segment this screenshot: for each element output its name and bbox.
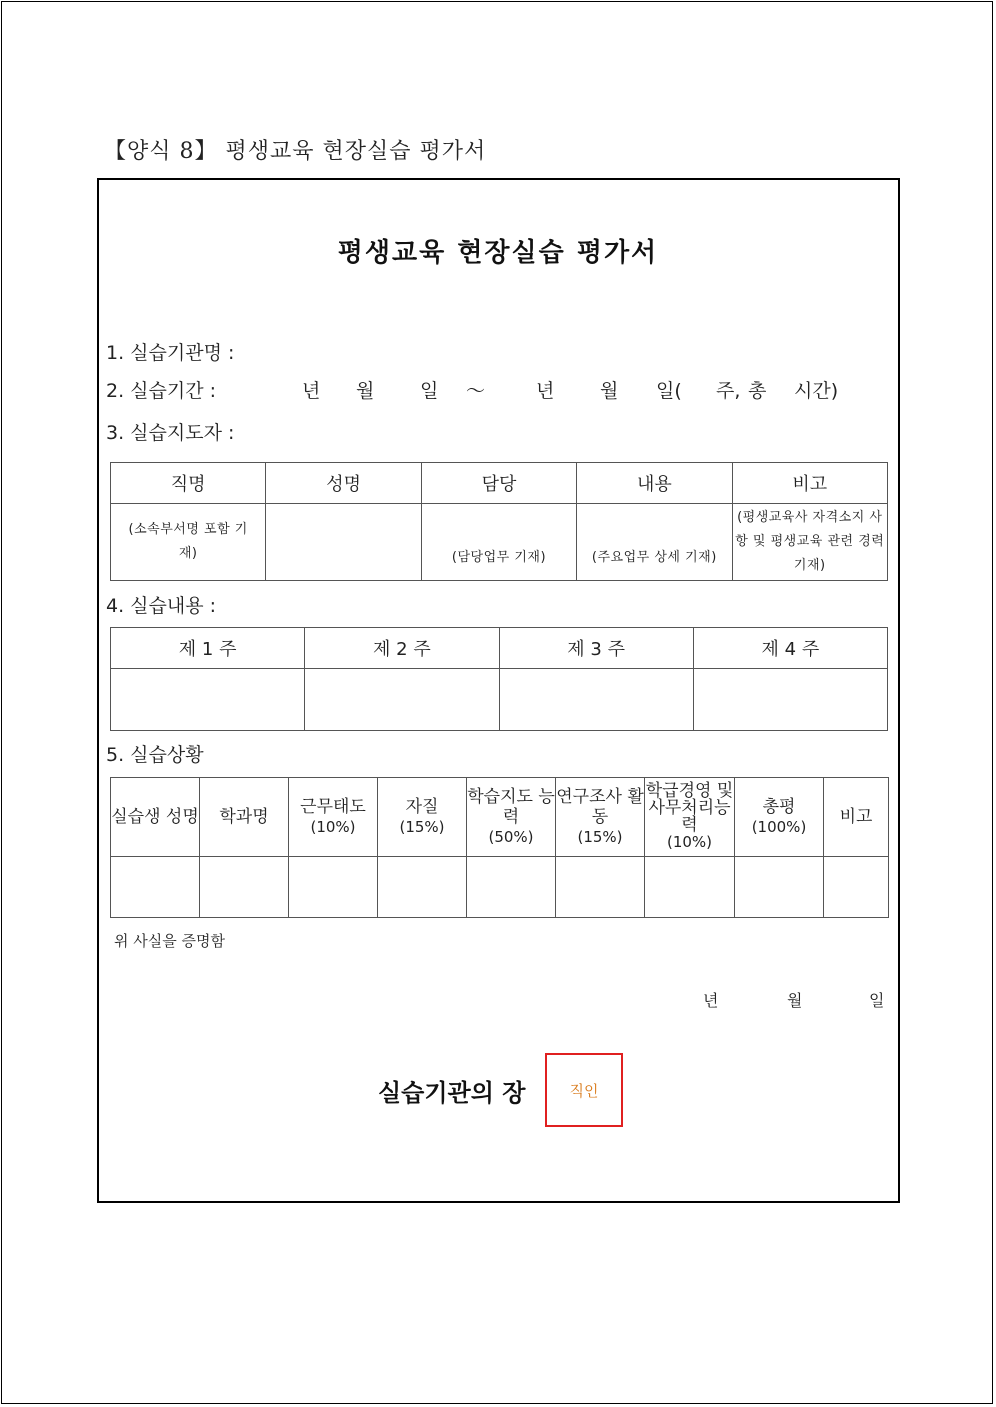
period-day-end: 일( — [656, 380, 682, 402]
week-header-3: 제 3 주 — [499, 628, 693, 669]
status-cell-management[interactable] — [645, 857, 735, 918]
period-tilde: ～ — [466, 380, 486, 402]
supervisor-header-content: 내용 — [577, 463, 732, 504]
status-header-research — [556, 778, 645, 857]
period-month-start: 월 — [356, 380, 375, 402]
week-header-2: 제 2 주 — [305, 628, 499, 669]
supervisor-cell-duty[interactable]: (담당업무 기재) — [421, 504, 576, 581]
status-header-quality — [378, 778, 467, 857]
date-year: 년 — [703, 991, 719, 1010]
institution-field: 1. 실습기관명 : — [106, 342, 235, 364]
status-header-teaching-pct: (50%) — [488, 828, 534, 846]
status-header-quality-label: 자질 — [405, 797, 439, 817]
status-cell-research[interactable] — [556, 857, 645, 918]
date-day: 일 — [869, 991, 885, 1010]
status-header-overall-pct: (100%) — [751, 818, 807, 836]
status-cell-student[interactable] — [111, 857, 200, 918]
form-label: 【양식 8】 평생교육 현장실습 평가서 — [104, 139, 487, 164]
supervisor-header-note: 비고 — [732, 463, 887, 504]
status-header-dept — [200, 778, 289, 857]
supervisor-table — [110, 462, 888, 581]
status-cell-dept[interactable] — [200, 857, 289, 918]
week-header-4: 제 4 주 — [693, 628, 887, 669]
status-header-research-pct: (15%) — [577, 828, 623, 846]
status-field: 5. 실습상황 — [106, 744, 204, 766]
status-header-management-label: 학급경영 및 사무처리능력 — [645, 781, 734, 835]
status-table — [110, 777, 889, 918]
period-year-start: 년 — [302, 380, 321, 402]
period-weeks: 주, — [716, 380, 741, 402]
seal-text: 직인 — [569, 1081, 599, 1100]
status-header-research-label: 연구조사 활동 — [556, 787, 644, 827]
status-header-quality-pct: (15%) — [399, 818, 445, 836]
status-header-management — [645, 778, 735, 857]
supervisor-field: 3. 실습지도자 : — [106, 422, 235, 444]
period-label: 2. 실습기간 : — [106, 380, 217, 402]
period-year-end: 년 — [536, 380, 555, 402]
status-header-overall — [735, 778, 824, 857]
status-cell-attitude[interactable] — [289, 857, 378, 918]
status-header-overall-label: 총평 — [762, 797, 796, 817]
status-cell-note[interactable] — [824, 857, 889, 918]
period-month-end: 월 — [600, 380, 619, 402]
supervisor-header-title: 직명 — [111, 463, 266, 504]
status-header-attitude — [289, 778, 378, 857]
status-header-teaching-label: 학습지도 능력 — [467, 787, 555, 827]
status-header-attitude-pct: (10%) — [310, 818, 356, 836]
status-header-note-label: 비고 — [839, 807, 873, 827]
supervisor-cell-title[interactable]: (소속부서명 포함 기재) — [111, 504, 266, 581]
status-header-attitude-label: 근무태도 — [300, 797, 366, 817]
supervisor-cell-name[interactable] — [266, 504, 421, 581]
status-header-note — [824, 778, 889, 857]
status-header-student — [111, 778, 200, 857]
status-header-student-label: 실습생 성명 — [111, 807, 199, 827]
week-header-1: 제 1 주 — [111, 628, 305, 669]
period-day-start: 일 — [420, 380, 439, 402]
week-cell-2[interactable] — [305, 669, 499, 731]
certify-text: 위 사실을 증명함 — [114, 932, 225, 950]
week-cell-1[interactable] — [111, 669, 305, 731]
status-header-management-pct: (10%) — [666, 833, 713, 851]
supervisor-cell-content[interactable]: (주요업무 상세 기재) — [577, 504, 732, 581]
supervisor-header-name: 성명 — [266, 463, 421, 504]
period-total: 총 — [748, 380, 767, 402]
week-cell-4[interactable] — [693, 669, 887, 731]
status-cell-quality[interactable] — [378, 857, 467, 918]
status-header-dept-label: 학과명 — [219, 807, 269, 827]
content-field: 4. 실습내용 : — [106, 595, 217, 617]
supervisor-cell-note[interactable]: (평생교육사 자격소지 사항 및 평생교육 관련 경력 기재) — [732, 504, 887, 581]
status-header-teaching — [467, 778, 556, 857]
institution-head-label: 실습기관의 장 — [378, 1079, 526, 1107]
document-title: 평생교육 현장실습 평가서 — [337, 238, 659, 268]
status-cell-teaching[interactable] — [467, 857, 556, 918]
official-seal-box[interactable] — [545, 1053, 623, 1127]
status-cell-overall[interactable] — [735, 857, 824, 918]
week-cell-3[interactable] — [499, 669, 693, 731]
weeks-table — [110, 627, 888, 731]
supervisor-header-duty: 담당 — [421, 463, 576, 504]
date-month: 월 — [787, 991, 803, 1010]
period-hours: 시간) — [794, 380, 839, 402]
